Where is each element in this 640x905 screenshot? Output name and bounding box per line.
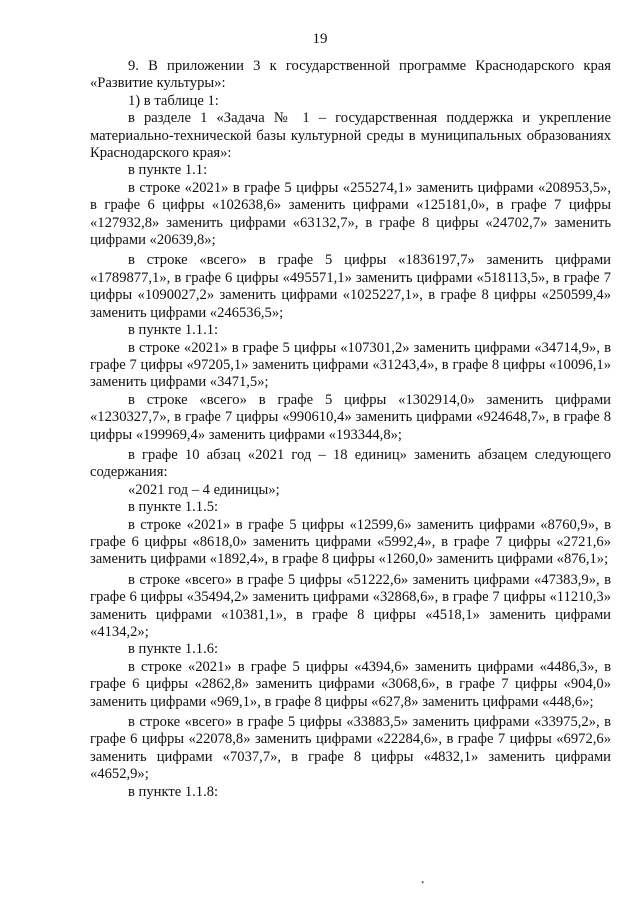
- paragraph-item-1-1-1-row-total: в строке «всего» в графе 5 цифры «1302914,0» заменить цифрами «1230327,7», в графе 7 цифры «990610,4» заменить цифрами «924648,7», в графе 8 цифры «199969,4» заменить цифрами «193344,8»;: [90, 391, 611, 443]
- paragraph-table-1: 1) в таблице 1:: [128, 92, 219, 109]
- paragraph-new-text: «2021 год – 4 единицы»;: [128, 481, 280, 498]
- paragraph-item-1-1-row-2021: в строке «2021» в графе 5 цифры «255274,1» заменить цифрами «208953,5», в графе 6 цифры «102638,6» заменить цифрами «125181,0», в графе 7 цифры «127932,8» заменить цифрами «63132,7», в графе 8 цифры «24702,7» заменить цифрами «20639,8»;: [90, 179, 611, 249]
- paragraph-item-1-1-5-row-total: в строке «всего» в графе 5 цифры «51222,6» заменить цифрами «47383,9», в графе 6 цифры «35494,2» заменить цифрами «32868,6», в графе 7 цифры «11210,3» заменить цифрами «10381,1», в графе 8 цифры «4518,1» заменить цифрами «4134,2»;: [90, 571, 611, 640]
- paragraph-item-1-1-6-row-total: в строке «всего» в графе 5 цифры «33883,5» заменить цифрами «33975,2», в графе 6 цифры «22078,8» заменить цифрами «22284,6», в графе 7 цифры «6972,6» заменить цифрами «7037,7», в графе 8 цифры «4832,1» заменить цифрами «4652,9»;: [90, 714, 611, 783]
- paragraph-item-1-1-5-row-2021: в строке «2021» в графе 5 цифры «12599,6» заменить цифрами «8760,9», в графе 6 цифры «8618,0» заменить цифрами «5992,4», в графе 7 цифры «2721,6» заменить цифрами «1892,4», в графе 8 цифры «1260,0» заменить цифрами «876,1»;: [90, 516, 611, 568]
- paragraph-item-1-1-6: в пункте 1.1.6:: [128, 641, 219, 658]
- paragraph-item-1-1-1: в пункте 1.1.1:: [128, 322, 219, 339]
- paragraph-item-1-1-6-row-2021: в строке «2021» в графе 5 цифры «4394,6» заменить цифрами «4486,3», в графе 6 цифры «2862,8» заменить цифрами «3068,6», в графе 7 цифры «904,0» заменить цифрами «969,1», в графе 8 цифры «627,8» заменить цифрами «448,6»;: [90, 658, 611, 710]
- paragraph-item-1-1-8: в пункте 1.1.8:: [128, 783, 219, 800]
- paragraph-section-1: в разделе 1 «Задача № 1 – государственная поддержка и укрепление материально-технической базы культурной среды в муниципальных образованиях Краснодарского края»:: [90, 110, 611, 162]
- paragraph-column-10: в графе 10 абзац «2021 год – 18 единиц» заменить абзацем следующего содержания:: [90, 446, 611, 481]
- paragraph-item-1-1-1-row-2021: в строке «2021» в графе 5 цифры «107301,2» заменить цифрами «34714,9», в графе 7 цифры «97205,1» заменить цифрами «31243,4», в графе 8 цифры «10096,1» заменить цифрами «3471,5»;: [90, 339, 611, 391]
- paragraph-appendix-intro: 9. В приложении 3 к государственной программе Краснодарского края «Развитие культуры»:: [90, 58, 611, 92]
- paragraph-item-1-1: в пункте 1.1:: [128, 162, 208, 179]
- paragraph-item-1-1-row-total: в строке «всего» в графе 5 цифры «1836197,7» заменить цифрами «1789877,1», в графе 6 цифры «495571,1» заменить цифрами «518113,5», в графе 7 цифры «1090027,2» заменить цифрами «1025227,1», в графе 8 цифры «250599,4» заменить цифрами «246536,5»;: [90, 252, 611, 321]
- document-body: [90, 58, 611, 801]
- page-number: 19: [312, 31, 328, 47]
- paragraph-item-1-1-5: в пункте 1.1.5:: [128, 499, 219, 516]
